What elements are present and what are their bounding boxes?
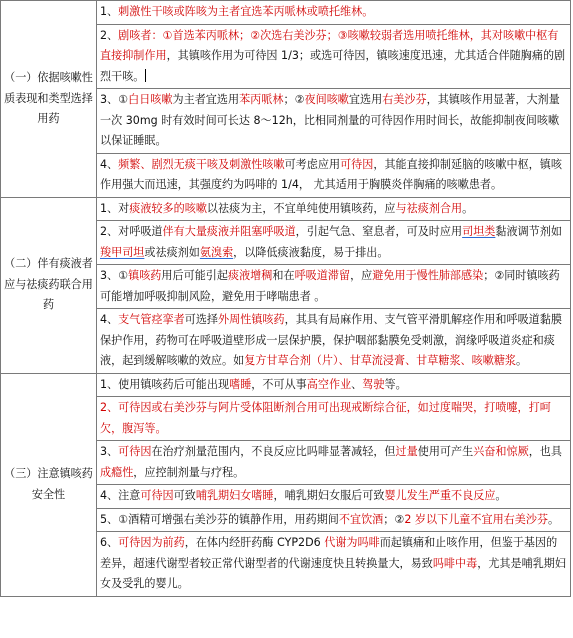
guideline-cell — [97, 197, 571, 221]
table-row — [1, 1, 571, 25]
text-segment: ，引起气急、窒息者，可及时应用 — [295, 225, 463, 238]
highlighted-text: 镇咳药 — [128, 269, 162, 282]
guideline-cell — [97, 532, 571, 597]
text-segment: 宜选用 — [348, 93, 383, 106]
guideline-cell — [97, 265, 571, 309]
table-row — [1, 373, 571, 397]
text-segment: 。 — [548, 512, 560, 526]
guideline-cell — [97, 1, 571, 25]
text-segment: ，也具 — [528, 445, 562, 458]
text-segment: ，哺乳期妇女服后可致 — [273, 489, 385, 502]
text-segment: 6、 — [100, 536, 119, 549]
text-segment: 3、 — [100, 445, 119, 458]
text-segment: 和在 — [272, 269, 295, 282]
highlighted-text: 氨溴索 — [199, 245, 234, 259]
text-segment: 使用可产生 — [417, 445, 474, 458]
text-segment: 。 — [495, 489, 507, 502]
category-cell: （二）伴有痰液者应与祛痰药联合用药 — [1, 197, 97, 373]
text-segment: 1、 — [100, 5, 119, 18]
text-segment: ，其镇咳作用显著，大剂量一次 30mg 时有效时间可长达 8～12h，比相同剂量的可待因作用时间长，故能抑制夜间咳嗽以保证睡眠。 — [100, 93, 560, 147]
text-segment: 3、① — [100, 269, 129, 282]
highlighted-text: 白日咳嗽 — [128, 93, 173, 106]
highlighted-text: 避免用于慢性肺部感染 — [372, 269, 484, 282]
category-cell: （三）注意镇咳药安全性 — [1, 373, 97, 596]
category-cell: （一）依据咳嗽性质表现和类型选择用药 — [1, 1, 97, 198]
text-segment: 可致 — [173, 489, 196, 502]
guideline-cell — [97, 153, 571, 197]
text-segment: 4、 — [100, 157, 119, 171]
highlighted-text: 2 岁以下儿童不宜用右美沙芬 — [404, 512, 549, 526]
text-segment: 2、 — [100, 28, 119, 42]
highlighted-text: 复方甘草合剂（片）、甘草流浸膏、甘草糖浆、咳嗽糖浆 — [244, 354, 517, 367]
highlighted-text: 伴有大量痰液并阻塞呼吸道 — [162, 225, 296, 238]
guideline-cell — [97, 89, 571, 154]
highlighted-text: 羧甲司坦 — [100, 245, 145, 259]
text-cursor — [145, 69, 146, 82]
text-segment: ，尤其是哺乳期妇女及受乳的婴儿。 — [100, 556, 566, 590]
text-segment: ，其能直接抑制延脑的咳嗽中枢，镇咳作用强大而迅速，其强度约为吗啡的 1/4， 尤其适用于胸膜炎伴胸痛的咳嗽患者。 — [100, 157, 562, 191]
guideline-cell — [97, 221, 571, 265]
highlighted-text: 嗜睡 — [229, 377, 252, 391]
text-segment: 为主者宜选用 — [172, 93, 240, 106]
text-segment: 、 — [351, 377, 363, 391]
text-segment: 用后可能引起 — [161, 269, 228, 282]
highlighted-text: 驾驶 — [362, 377, 385, 391]
guideline-cell — [97, 485, 571, 509]
text-segment: ；② — [283, 93, 305, 106]
text-segment: 而起镇痛和止咳作用，但鉴于基因的差异，超速代谢型者较正常代谢型者的代谢速度快且转换量大，易致 — [100, 536, 558, 570]
highlighted-text: 支气管痉挛者 — [118, 313, 185, 326]
highlighted-text: 可待因 — [340, 157, 374, 171]
text-segment: 1、使用镇咳药后可能出现 — [100, 377, 230, 391]
highlighted-text: 婴儿发生严重不良反应 — [384, 489, 496, 502]
highlighted-text: 频繁、剧烈无痰干咳及刺激性咳嗽 — [118, 157, 285, 171]
highlighted-text: 过量 — [395, 445, 418, 458]
text-segment: 或祛痰剂如 — [144, 245, 200, 259]
text-segment: 以祛痰为主，不宜单纯使用镇咳药，应 — [206, 201, 396, 215]
highlighted-text: 痰液增稠 — [227, 269, 273, 282]
text-segment: 黏液调节剂如 — [495, 225, 562, 238]
highlighted-text: 吗啡中毒 — [432, 556, 478, 570]
highlighted-text: 刺激性干咳或阵咳为主者宜选苯丙哌林或喷托维林。 — [118, 5, 374, 18]
text-segment: 等。 — [384, 377, 407, 391]
guideline-cell — [97, 397, 571, 441]
highlighted-text: 痰液较多的咳嗽 — [129, 201, 207, 215]
text-segment: 在治疗剂量范围内，不良反应比吗啡显著减轻，但 — [151, 445, 396, 458]
text-segment: ，不可从事 — [251, 377, 307, 391]
text-segment: 。 — [462, 201, 474, 215]
highlighted-text: 苯丙哌林 — [239, 93, 284, 106]
guideline-cell — [97, 441, 571, 485]
highlighted-text: 可待因 — [118, 445, 152, 458]
text-segment: ，其镇咳作用为可待因 1/3；或选可待因，镇咳速度迅速，尤其适合伴随胸痛的剧烈干咳。 — [100, 49, 566, 83]
text-segment: 1、对 — [100, 201, 130, 215]
text-segment: ，应控制剂量与疗程。 — [133, 465, 245, 479]
highlighted-text: 外周性镇咳药 — [218, 313, 285, 326]
table-row — [1, 197, 571, 221]
highlighted-text: 兴奋和惊厥 — [473, 445, 529, 458]
highlighted-text: 剧咳者：①首选苯丙哌林；②次选右美沙芬；③咳嗽较弱者选用喷托维林，其对咳嗽中枢有直接抑制作用 — [100, 28, 559, 62]
highlighted-text: 与祛痰剂合用 — [395, 201, 463, 215]
guideline-cell — [97, 309, 571, 374]
guideline-cell — [97, 24, 571, 89]
highlighted-text: 呼吸道滞留 — [294, 269, 351, 282]
text-segment: ，其具有局麻作用、支气管平滑肌解痉作用和呼吸道黏膜保护作用，药物可在呼吸道壁形成一层保护膜，保护咽部黏膜免受刺激，润缘呼吸道炎症和痰液，起到缓解咳嗽的效应。如 — [100, 313, 562, 367]
guideline-cell — [97, 373, 571, 397]
highlighted-text: 高空作业 — [306, 377, 352, 391]
highlighted-text: 可待因为前药 — [118, 536, 185, 549]
highlighted-text: 可待因 — [140, 489, 174, 502]
text-segment: 。 — [516, 354, 528, 367]
highlighted-text: 2、可待因或右美沙芬与阿片受体阻断剂合用可出现戒断综合征，如过度喘哭，打喷嚏，打呵欠，腹泻等。 — [100, 401, 551, 435]
text-segment: 4、注意 — [100, 489, 141, 502]
highlighted-text: 右美沙芬 — [382, 93, 427, 106]
text-segment: ，以降低痰液黏度，易于排出。 — [233, 245, 389, 259]
text-segment: 5、①酒精可增强右美沙芬的镇静作用，用药期间 — [100, 512, 339, 526]
guideline-cell — [97, 508, 571, 532]
text-segment: ；② — [383, 512, 405, 526]
highlighted-text: 夜间咳嗽 — [304, 93, 349, 106]
text-segment: ，在体内经肝药酶 CYP2D6 — [184, 536, 325, 549]
text-segment: 3、① — [100, 93, 129, 106]
highlighted-text: 成瘾性 — [100, 465, 134, 479]
text-segment: 4、 — [100, 313, 119, 326]
text-segment: 可选择 — [184, 313, 219, 326]
text-segment: ，应 — [350, 269, 373, 282]
highlighted-text: 不宜饮酒 — [338, 512, 384, 526]
text-segment: 可考虑应用 — [284, 157, 341, 171]
text-segment: ；②同时镇咳药可能增加呼吸抑制风险，避免用于哮喘患者 。 — [100, 269, 560, 303]
highlighted-text: 哺乳期妇女嗜睡 — [195, 489, 274, 502]
highlighted-text: 代谢为吗啡 — [324, 536, 380, 549]
text-segment: 2、对呼吸道 — [100, 225, 163, 238]
highlighted-text: 司坦类 — [462, 225, 496, 238]
table-body — [1, 1, 571, 597]
